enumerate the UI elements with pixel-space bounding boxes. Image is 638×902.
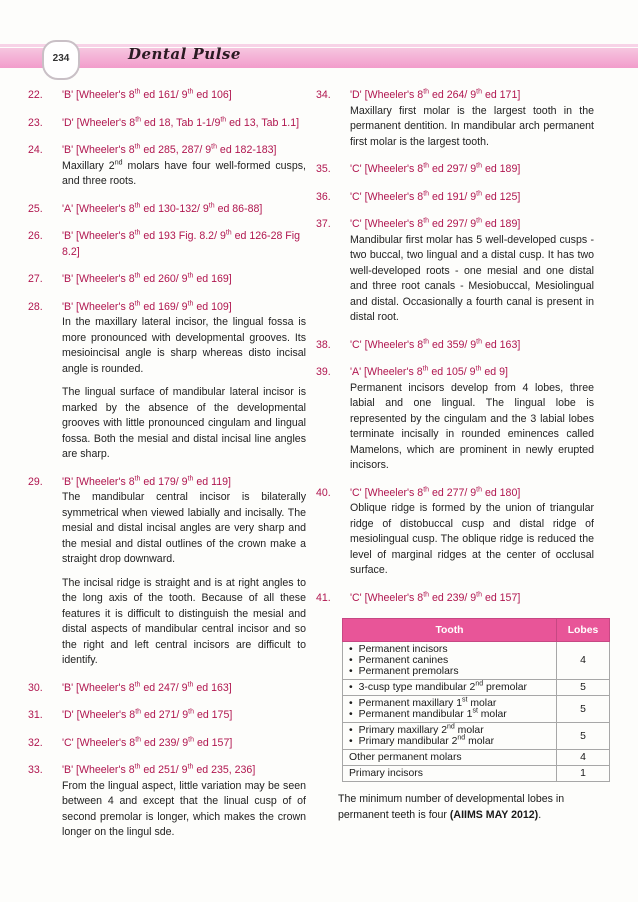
question-number: 35. [316,163,331,175]
answer-item [316,591,594,607]
table-row [343,750,610,766]
question-number: 28. [28,300,43,313]
answer-reference: 'D' [Wheeler's 8th ed 271/ 9th ed 175] [62,708,233,721]
answer-item [316,365,594,474]
tooth-item: • Permanent premolars [361,666,550,677]
answer-line [316,217,594,233]
answer-reference: 'C' [Wheeler's 8th ed 297/ 9th ed 189] [350,217,521,230]
question-number: 41. [316,591,331,604]
table-row [343,766,610,782]
explanation-paragraph: The mandibular central incisor is bilaterally symmetrical when viewed labially and incisally. The mesial and distal incisal angles are very sharp and the mesial and distal outlines of the crown make a straight drop downward. [62,491,306,565]
answer-item [28,143,306,190]
explanation [316,104,594,151]
explanation-paragraph: Mandibular first molar has 5 well-developed cusps - two buccal, two lingual and a distal cusp. It has two well-developed roots - one mesial and one distal and three root canals - Mesiobuccal, Mesiolingual and distal. Occasionally a fourth canal is present in distal root. [350,233,594,323]
lobes-cell: 5 [557,696,610,723]
table-row [343,680,610,696]
answer-item [316,486,594,579]
answer-item [28,202,306,218]
table-header-lobes: Lobes [557,619,610,642]
tooth-item: • Permanent mandibular 1st molar [361,709,550,720]
answer-item [28,681,306,697]
question-number: 40. [316,486,331,499]
tooth-item: • Primary maxillary 2nd molar [361,725,550,736]
answer-reference: 'B' [Wheeler's 8th ed 161/ 9th ed 106] [62,88,232,101]
answer-reference: 'C' [Wheeler's 8th ed 277/ 9th ed 180] [350,485,521,499]
explanation [28,315,306,463]
answer-reference: 'C' [Wheeler's 8th ed 359/ 9th ed 163] [350,337,521,351]
answer-reference: 'C' [Wheeler's 8th ed 297/ 9th ed 189] [350,162,521,175]
answer-reference: 'C' [Wheeler's 8th ed 191/ 9th ed 125] [350,189,521,203]
tooth-cell [343,680,557,696]
question-number: 33. [28,764,43,776]
answer-reference: 'B' [Wheeler's 8th ed 179/ 9th ed 119] [62,474,231,488]
answer-line [316,88,594,104]
answer-item [28,763,306,841]
explanation-paragraph: Maxillary 2nd molars have four well-formed cusps, and three roots. [62,158,306,187]
answer-item [28,736,306,752]
question-number: 27. [28,273,43,285]
table-header-tooth: Tooth [343,619,557,642]
explanation-paragraph: The incisal ridge is straight and is at right angles to the long axis of the tooth. Because of all these features it is difficult to distinguish the mesial and distal aspects of mandibular central incisor and so the right and left central incisors are difficult to identify. [62,576,306,666]
answer-line [28,763,306,779]
table-row [343,642,610,680]
answer-reference: 'B' [Wheeler's 8th ed 247/ 9th ed 163] [62,680,232,694]
answer-line [316,365,594,381]
lobes-cell: 4 [557,750,610,766]
question-number: 36. [316,190,331,203]
answer-line [316,591,594,607]
lobes-cell: 5 [557,680,610,696]
explanation-paragraph: The lingual surface of mandibular lateral incisor is marked by the absence of the developmental grooves with little pronounced cingulam and lingual fossa. Both the mesial and distal incisal line angles are sharp. [62,386,306,460]
footnote-text: The minimum number of developmental lobes in permanent teeth is four [338,793,565,821]
answer-item [316,217,594,326]
page-number: 234 [52,53,70,64]
tooth-cell: Primary incisors [343,766,557,782]
lobes-cell: 5 [557,723,610,750]
header-stripe [0,44,638,47]
explanation [316,501,594,579]
answer-reference: 'B' [Wheeler's 8th ed 169/ 9th ed 109] [62,299,232,313]
answer-item [28,475,306,669]
tooth-item: • Permanent canines [361,655,550,666]
answer-item [28,229,306,260]
answer-item [316,190,594,206]
page-title: Dental Pulse [128,45,241,63]
tooth-cell [343,696,557,723]
explanation [28,159,306,190]
tooth-item: • Permanent maxillary 1st molar [361,698,550,709]
explanation [28,779,306,841]
answer-item [28,300,306,463]
tooth-item: • Permanent incisors [361,644,550,655]
left-column [28,88,306,853]
answer-reference: 'B' [Wheeler's 8th ed 260/ 9th ed 169] [62,272,232,285]
tooth-cell [343,642,557,680]
answer-item [28,708,306,724]
answer-reference: 'C' [Wheeler's 8th ed 239/ 9th ed 157] [350,590,521,604]
question-number: 26. [28,230,43,242]
question-number: 39. [316,366,331,378]
footnote [316,792,594,823]
explanation [28,490,306,669]
footnote-source: (AIIMS MAY 2012) [449,808,539,821]
answer-line [28,143,306,159]
question-number: 24. [28,144,43,156]
answer-item [28,272,306,288]
answer-item [316,162,594,178]
answer-line [28,116,306,132]
explanation-paragraph: Permanent incisors develop from 4 lobes, three labial and one lingual. The lingual lobe is represented by the cingulam and the 3 labial lobes terminate incisally in rounded eminences called Mamelons, which are prominent in newly erupted incisors. [350,381,594,471]
question-number: 34. [316,89,331,101]
lobes-cell: 4 [557,642,610,680]
explanation-paragraph: Maxillary first molar is the largest tooth in the permanent dentition. In mandibular arch permanent first molar is the largest tooth. [350,104,594,148]
answer-reference: 'C' [Wheeler's 8th ed 239/ 9th ed 157] [62,735,233,749]
question-number: 38. [316,338,331,351]
answer-line [28,736,306,752]
answer-reference: 'B' [Wheeler's 8th ed 251/ 9th ed 235, 236] [62,763,256,776]
answer-line [28,272,306,288]
answer-reference: 'A' [Wheeler's 8th ed 105/ 9th ed 9] [350,365,508,378]
answer-reference: 'A' [Wheeler's 8th ed 130-132/ 9th ed 86-88] [62,201,263,215]
answer-line [28,300,306,316]
question-number: 31. [28,709,43,721]
question-number: 37. [316,218,331,230]
tooth-cell: Other permanent molars [343,750,557,766]
tooth-item: • Primary mandibular 2nd molar [361,736,550,747]
right-column [316,88,599,823]
answer-line [316,338,594,354]
footnote-end: . [538,808,542,821]
answer-item [316,338,594,354]
explanation-paragraph: Oblique ridge is formed by the union of triangular ridge of distobuccal cusp and distal ridge of mesiolingual cusp. The oblique ridge is reduced the level of marginal ridges at the center of occlusal surface. [350,502,594,576]
question-number: 32. [28,736,43,749]
answer-line [28,681,306,697]
answer-item [28,116,306,132]
tooth-cell [343,723,557,750]
table-row [343,723,610,750]
explanation-paragraph: From the lingual aspect, little variation may be seen between 4 and except that the linual cusp of of second premolar is longer, which makes the crown longer on the lingul sde. [62,779,306,838]
answer-reference: 'D' [Wheeler's 8th ed 18, Tab 1-1/9th ed 13, Tab 1.1] [62,115,300,129]
question-number: 29. [28,475,43,488]
question-number: 22. [28,89,43,101]
explanation [316,233,594,326]
answer-line [28,229,306,260]
answer-item [316,88,594,150]
lobes-cell: 1 [557,766,610,782]
question-number: 25. [28,202,43,215]
answer-reference: 'B' [Wheeler's 8th ed 285, 287/ 9th ed 182-183] [62,143,277,156]
explanation [316,381,594,474]
page-number-badge [42,40,80,80]
question-number: 30. [28,681,43,694]
answer-line [28,202,306,218]
header-band [0,48,638,68]
answer-line [316,486,594,502]
explanation-paragraph: In the maxillary lateral incisor, the lingual fossa is more pronounced with developmental grooves. Its mesioincisal angle is sharp whereas disto incisal angle is rounded. [62,316,306,375]
answer-line [316,162,594,178]
answer-reference: 'B' [Wheeler's 8th ed 193 Fig. 8.2/ 9th ed 126-28 Fig 8.2] [62,229,301,258]
lobes-table [342,618,610,782]
answer-line [28,708,306,724]
answer-line [28,475,306,491]
question-number: 23. [28,116,43,129]
answer-item [28,88,306,104]
table-row [343,696,610,723]
answer-line [28,88,306,104]
answer-reference: 'D' [Wheeler's 8th ed 264/ 9th ed 171] [350,88,521,101]
tooth-item: • 3-cusp type mandibular 2nd premolar [361,682,550,693]
answer-line [316,190,594,206]
